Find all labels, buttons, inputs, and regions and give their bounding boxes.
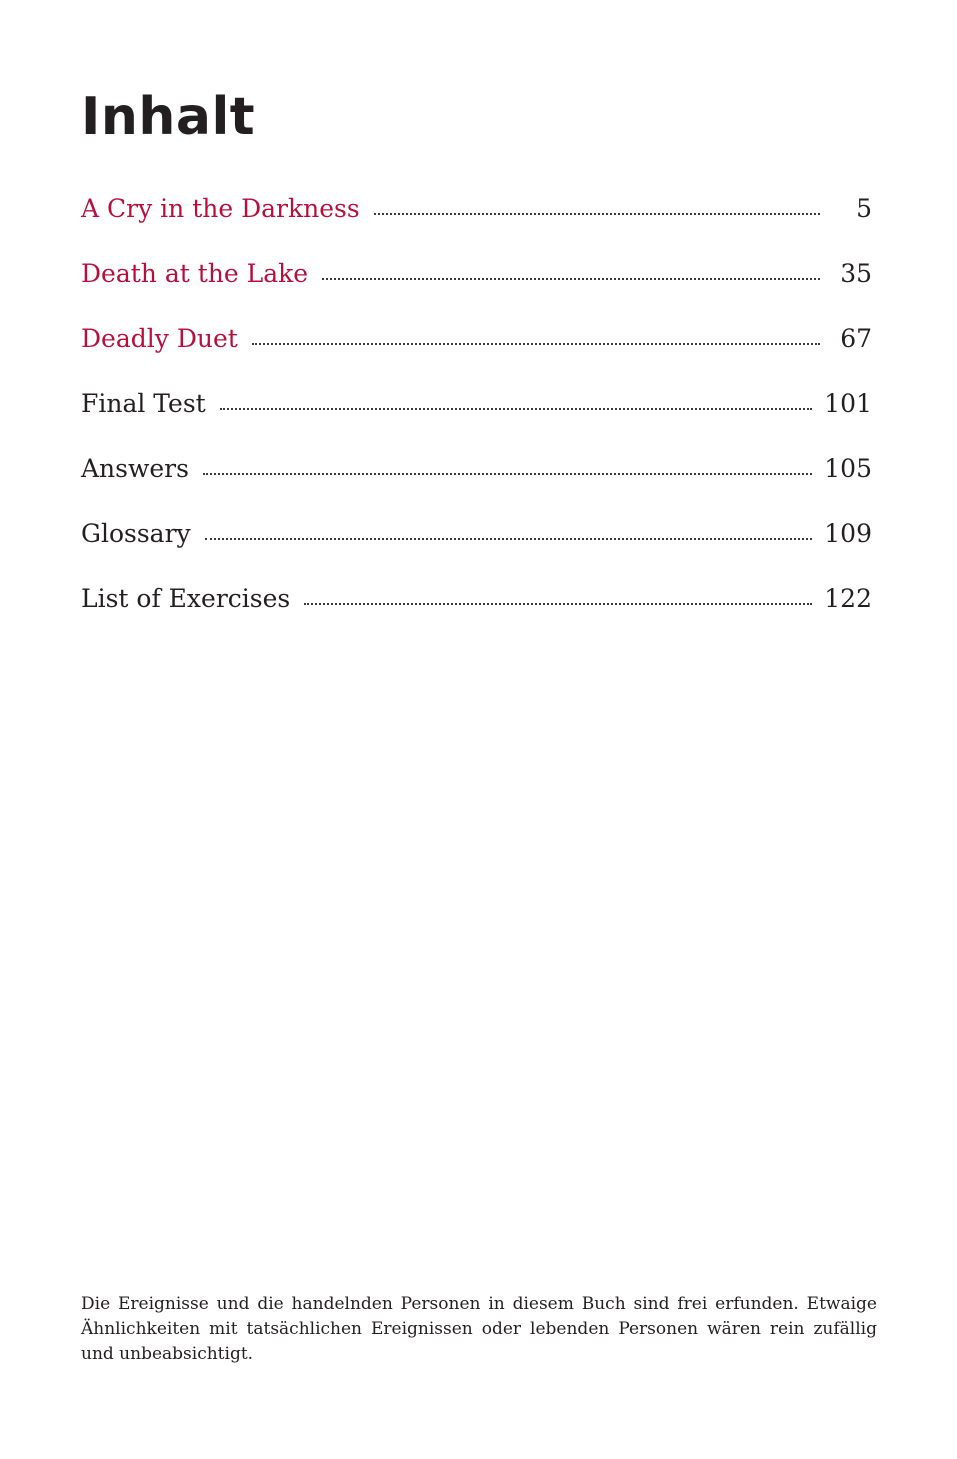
toc-entry-title[interactable]: Glossary [81, 519, 191, 548]
toc-entry-page: 35 [840, 259, 872, 288]
toc-entry[interactable] [81, 252, 872, 317]
page-title: Inhalt [81, 87, 256, 147]
toc-leader-dots [322, 277, 820, 280]
toc-entry-page: 105 [824, 454, 872, 483]
toc-entry-title[interactable]: A Cry in the Darkness [81, 194, 360, 223]
toc-leader-dots [220, 407, 813, 410]
toc-entry[interactable] [81, 187, 872, 252]
toc-entry-title[interactable]: Answers [81, 454, 189, 483]
table-of-contents [81, 187, 872, 642]
toc-entry[interactable] [81, 317, 872, 382]
toc-entry[interactable] [81, 447, 872, 512]
toc-entry-page: 5 [856, 194, 872, 223]
toc-entry[interactable] [81, 382, 872, 447]
toc-leader-dots [252, 342, 820, 345]
toc-entry-page: 101 [824, 389, 872, 418]
toc-entry[interactable] [81, 577, 872, 642]
disclaimer-text: Die Ereignisse und die handelnden Personen in diesem Buch sind frei erfunden. Etwaige Ähnlichkeiten mit tatsächlichen Ereignissen oder lebenden Personen wären rein zufällig und unbeabsichtigt. [81, 1294, 877, 1364]
toc-leader-dots [374, 212, 820, 215]
toc-entry-page: 67 [840, 324, 872, 353]
toc-entry-title[interactable]: List of Exercises [81, 584, 291, 613]
toc-entry-page: 109 [824, 519, 872, 548]
toc-leader-dots [205, 537, 813, 540]
toc-entry[interactable] [81, 512, 872, 577]
toc-entry-title[interactable]: Final Test [81, 389, 206, 418]
toc-entry-title[interactable]: Deadly Duet [81, 324, 238, 353]
toc-leader-dots [304, 602, 812, 605]
toc-entry-page: 122 [824, 584, 872, 613]
toc-entry-title[interactable]: Death at the Lake [81, 259, 309, 288]
toc-leader-dots [203, 472, 812, 475]
